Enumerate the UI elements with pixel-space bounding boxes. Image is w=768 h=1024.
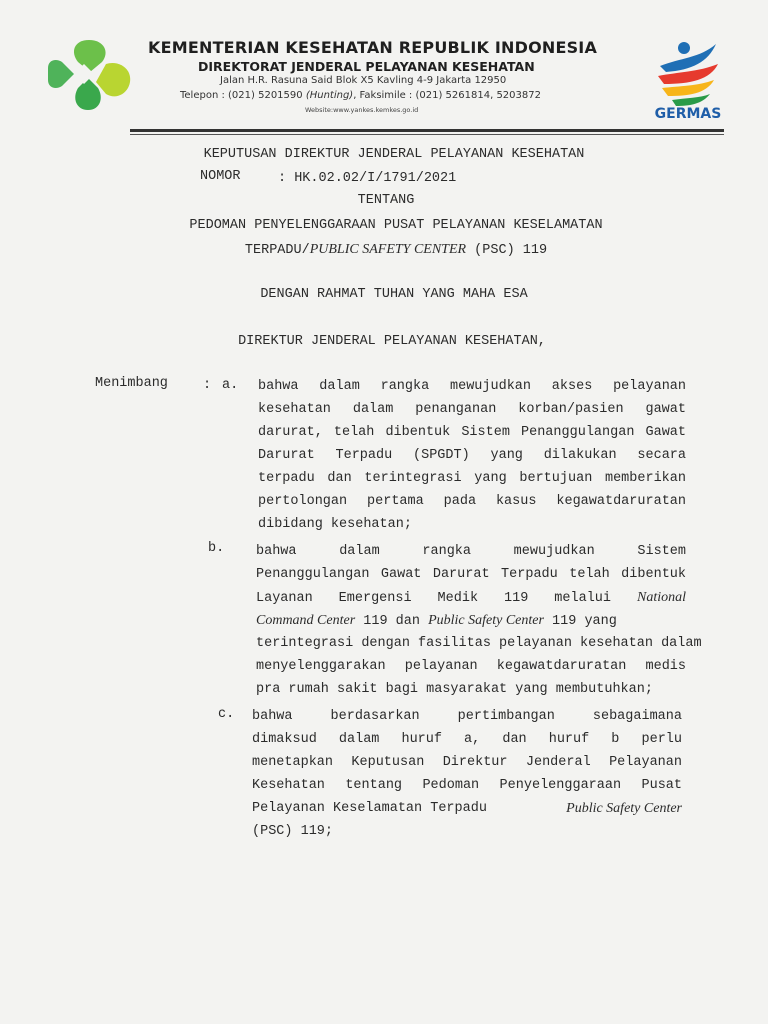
item-a-line: bahwa dalam rangka mewujudkan akses pelayanan <box>258 379 686 394</box>
nomor-value: : HK.02.02/I/1791/2021 <box>278 171 457 186</box>
item-a-line: kesehatan dalam penanganan korban/pasien gawat <box>258 402 686 417</box>
rahmat-line: DENGAN RAHMAT TUHAN YANG MAHA ESA <box>260 287 528 302</box>
item-b-text: 119 yang <box>543 614 617 629</box>
item-c-psc-italic: Public Safety Center <box>566 801 682 816</box>
subject-line-2 <box>12 241 768 258</box>
directorate-name: DIREKTORAT JENDERAL PELAYANAN KESEHATAN <box>198 59 535 74</box>
address: Jalan H.R. Rasuna Said Blok X5 Kavling 4-9 Jakarta 12950 <box>220 75 507 86</box>
item-a-line: Darurat Terpadu (SPGDT) yang dilakukan secara <box>258 448 686 463</box>
item-a-line: terpadu dan terintegrasi yang bertujuan memberikan <box>258 471 686 486</box>
item-b-line <box>256 613 686 636</box>
item-b-line: menyelenggarakan pelayanan kegawatdaruratan medis <box>256 659 686 674</box>
issuer-line: DIREKTUR JENDERAL PELAYANAN KESEHATAN, <box>238 334 546 349</box>
subject-terpadu: TERPADU/ <box>244 243 310 258</box>
item-b-line: terintegrasi dengan fasilitas pelayanan kesehatan dalam <box>256 636 702 651</box>
item-b-letter: b. <box>208 541 225 556</box>
item-a-letter: a. <box>222 378 239 393</box>
menimbang-colon: : <box>203 378 212 393</box>
subject-line-1: PEDOMAN PENYELENGGARAAN PUSAT PELAYANAN KESELAMATAN <box>189 218 603 233</box>
item-b-psc-italic: Public Safety Center <box>428 613 544 628</box>
item-b-line: Penanggulangan Gawat Darurat Terpadu telah dibentuk <box>256 567 686 582</box>
kemenkes-logo <box>44 38 134 112</box>
letterhead-rule <box>130 129 724 132</box>
item-c-text: Pelayanan Keselamatan Terpadu <box>252 801 487 816</box>
item-b-national-italic: National <box>636 590 686 605</box>
item-b-line <box>256 590 686 613</box>
nomor-label: NOMOR <box>200 169 241 184</box>
item-b-command-center-italic: Command Center <box>256 613 356 628</box>
item-c-line <box>252 801 682 824</box>
item-a-line: pertolongan pertama pada kasus kegawatdaruratan <box>258 494 686 509</box>
item-a-line: dibidang kesehatan; <box>258 517 412 532</box>
germas-logo <box>650 36 726 126</box>
phone-suffix: , Faksimile : (021) 5261814, 5203872 <box>353 90 541 101</box>
item-c-letter: c. <box>218 707 235 722</box>
item-c-line: dimaksud dalam huruf a, dan huruf b perlu <box>252 732 682 747</box>
item-b-text: Layanan Emergensi Medik 119 melalui <box>256 591 612 606</box>
item-a-line: darurat, telah dibentuk Sistem Penanggulangan Gawat <box>258 425 686 440</box>
item-c-line: (PSC) 119; <box>252 824 334 839</box>
item-c-line: Kesehatan tentang Pedoman Penyelenggaraan Pusat <box>252 778 682 793</box>
item-c-line: bahwa berdasarkan pertimbangan sebagaimana <box>252 709 682 724</box>
item-b-line: bahwa dalam rangka mewujudkan Sistem <box>256 544 686 559</box>
item-b-body <box>256 544 702 705</box>
item-b-line: pra rumah sakit bagi masyarakat yang membutuhkan; <box>256 682 653 697</box>
subject-psc-italic: PUBLIC SAFETY CENTER <box>309 242 467 257</box>
tentang: TENTANG <box>357 193 415 208</box>
item-b-text: 119 dan <box>355 614 429 629</box>
phone-hunting: (Hunting) <box>305 90 354 101</box>
decree-title: KEPUTUSAN DIREKTUR JENDERAL PELAYANAN KESEHATAN <box>203 147 585 162</box>
item-a-body <box>258 379 686 540</box>
item-c-body <box>252 709 682 847</box>
menimbang-label: Menimbang <box>95 376 168 391</box>
germas-label: GERMAS <box>654 106 722 122</box>
phone-prefix: Telepon : (021) 5201590 <box>180 90 306 101</box>
ministry-name: KEMENTERIAN KESEHATAN REPUBLIK INDONESIA <box>148 38 598 57</box>
letterhead-rule-thin <box>130 134 724 135</box>
phone-line <box>180 90 541 101</box>
subject-psc-number: (PSC) 119 <box>466 243 548 258</box>
website: Website:www.yankes.kemkes.go.id <box>305 106 419 114</box>
item-c-line: menetapkan Keputusan Direktur Jenderal Pelayanan <box>252 755 682 770</box>
